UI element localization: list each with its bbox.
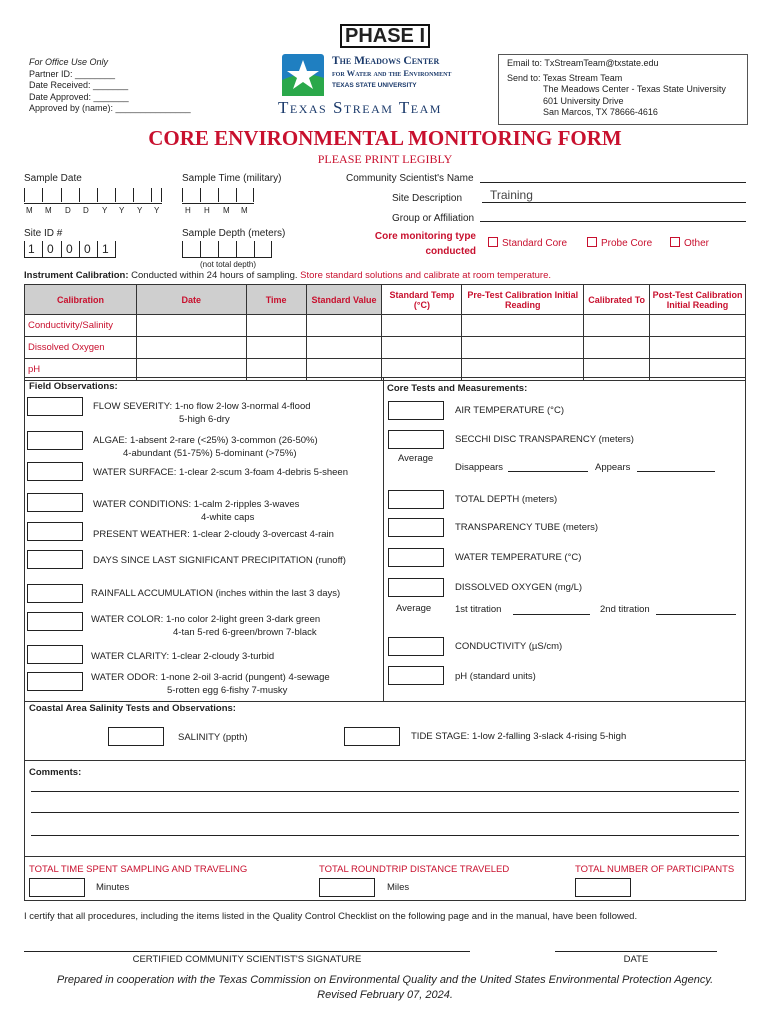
meadows-logo [278, 52, 472, 118]
ph-label: pH (standard units) [455, 671, 536, 682]
table-cell[interactable] [650, 315, 746, 337]
water-conditions-label: WATER CONDITIONS: 1-calm 2-ripples 3-waves 4-white caps [93, 499, 300, 523]
site-id-label: Site ID # [24, 228, 63, 239]
group-label: Group or Affiliation [392, 213, 475, 224]
sample-date-label: Sample Date [24, 173, 82, 184]
field-observations-title: Field Observations: [29, 381, 118, 392]
comments-label: Comments: [29, 767, 82, 778]
checkbox-icon[interactable] [670, 237, 680, 247]
table-cell[interactable] [136, 315, 246, 337]
table-cell[interactable] [382, 337, 462, 359]
form-subtitle: PLEASE PRINT LEGIBLY [317, 152, 453, 166]
air-temp-input[interactable] [388, 401, 444, 420]
water-surface-input[interactable] [27, 462, 83, 481]
first-titration-input[interactable] [513, 614, 590, 615]
checkbox-icon[interactable] [587, 237, 597, 247]
total-depth-input[interactable] [388, 490, 444, 509]
water-odor-label: WATER ODOR: 1-none 2-oil 3-acrid (pungent) 4-sewage 5-rotten egg 6-fishy 7-musky [91, 672, 330, 696]
transparency-tube-input[interactable] [388, 518, 444, 537]
tide-stage-label: TIDE STAGE: 1-low 2-falling 3-slack 4-rising 5-high [411, 731, 627, 742]
water-surface-label: WATER SURFACE: 1-clear 2-scum 3-foam 4-debris 5-sheen [93, 467, 348, 478]
conductivity-label: CONDUCTIVITY (µS/cm) [455, 641, 563, 652]
contact-send-to: Send to: Texas Stream Team [507, 72, 623, 83]
col-header: Date [136, 285, 246, 315]
do-average-label: Average [396, 603, 432, 614]
salinity-input[interactable] [108, 727, 164, 746]
table-cell[interactable] [584, 337, 650, 359]
air-temp-label: AIR TEMPERATURE (°C) [455, 405, 565, 416]
certify-statement: I certify that all procedures, including the items listed in the Quality Control Checklist on the following page and in the manual, have been followed. [24, 911, 638, 922]
row-label: Conductivity/Salinity [25, 315, 137, 337]
row-label: pH [25, 359, 137, 381]
table-cell[interactable] [584, 315, 650, 337]
second-titration-input[interactable] [656, 614, 736, 615]
water-color-label: WATER COLOR: 1-no color 2-light green 3-dark green 4-tan 5-red 6-green/brown 7-black [91, 614, 321, 638]
col-header: Time [246, 285, 306, 315]
site-description-input[interactable] [482, 202, 746, 203]
row-label: Dissolved Oxygen [25, 337, 137, 359]
transparency-tube-label: TRANSPARENCY TUBE (meters) [455, 522, 599, 533]
table-row [25, 337, 746, 359]
appears-label: Appears [595, 462, 631, 473]
core-type-label: Core monitoring type conducted [374, 231, 476, 257]
sample-time-label: Sample Time (military) [182, 173, 282, 184]
col-header: Standard Value [306, 285, 382, 315]
table-cell[interactable] [136, 337, 246, 359]
col-header: Calibrated To [584, 285, 650, 315]
partner-id: Partner ID: ________ [29, 68, 116, 79]
site-id-digit: 0 [47, 242, 54, 256]
flow-severity-label: FLOW SEVERITY: 1-no flow 2-low 3-normal 4-flood 5-high 6-dry [93, 401, 311, 425]
site-id-digit: 0 [84, 242, 91, 256]
table-cell[interactable] [306, 337, 382, 359]
site-id-digit: 1 [102, 242, 109, 256]
water-temp-input[interactable] [388, 548, 444, 567]
star-logo-icon [282, 54, 324, 96]
total-depth-label: TOTAL DEPTH (meters) [455, 494, 558, 505]
comment-line[interactable] [31, 791, 739, 792]
tide-stage-input[interactable] [344, 727, 400, 746]
date-approved: Date Approved: _______ [29, 91, 129, 102]
comments-section [24, 761, 746, 857]
site-id-digit: 0 [66, 242, 73, 256]
minutes-label: Minutes [96, 882, 130, 893]
secchi-average-label: Average [398, 453, 434, 464]
logo-line2: for Water and the Environment [332, 68, 452, 78]
ph-input[interactable] [388, 666, 444, 685]
table-cell[interactable] [462, 315, 584, 337]
approved-by: Approved by (name): _______________ [29, 103, 191, 113]
form-title: CORE ENVIRONMENTAL MONITORING FORM [148, 126, 622, 150]
total-time-label: TOTAL TIME SPENT SAMPLING AND TRAVELING [29, 864, 248, 875]
logo-line3: TEXAS STATE UNIVERSITY [332, 82, 417, 89]
table-cell[interactable] [246, 315, 306, 337]
calibration-table [24, 284, 746, 381]
col-header: Calibration [25, 285, 137, 315]
sample-depth-input[interactable] [182, 241, 272, 258]
flow-severity-input[interactable] [27, 397, 83, 416]
site-description-value: Training [490, 188, 533, 202]
total-time-input[interactable] [29, 878, 85, 897]
table-cell[interactable] [306, 315, 382, 337]
scientist-name-label: Community Scientist's Name [346, 173, 474, 184]
comment-line[interactable] [31, 812, 739, 813]
office-use-title: For Office Use Only [29, 57, 109, 67]
core-tests-title: Core Tests and Measurements: [387, 383, 528, 394]
date-label: DATE [623, 954, 649, 965]
water-odor-input[interactable] [27, 672, 83, 691]
appears-input[interactable] [637, 471, 715, 472]
logo-team: Texas Stream Team [278, 98, 442, 117]
water-conditions-input[interactable] [27, 493, 83, 512]
water-temp-label: WATER TEMPERATURE (°C) [455, 552, 582, 563]
contact-box [498, 54, 748, 125]
miles-label: Miles [387, 882, 410, 893]
not-total-depth-note: (not total depth) [200, 260, 257, 269]
table-cell[interactable] [462, 337, 584, 359]
disappears-label: Disappears [455, 462, 504, 473]
contact-email: Email to: TxStreamTeam@txstate.edu [507, 58, 659, 68]
rainfall-label: RAINFALL ACCUMULATION (inches within the last 3 days) [91, 588, 341, 599]
option-other[interactable]: Other [670, 237, 709, 249]
table-cell[interactable] [382, 315, 462, 337]
dissolved-oxygen-label: DISSOLVED OXYGEN (mg/L) [455, 582, 583, 593]
signature-label: CERTIFIED COMMUNITY SCIENTIST'S SIGNATURE [132, 954, 362, 965]
present-weather-input[interactable] [27, 522, 83, 541]
footer-revised: Revised February 07, 2024. [317, 989, 453, 1001]
coastal-title: Coastal Area Salinity Tests and Observations: [29, 703, 236, 714]
first-titration-label: 1st titration [455, 604, 502, 615]
site-description-label: Site Description [392, 193, 463, 204]
logo-line1: The Meadows Center [332, 55, 440, 67]
total-participants-input[interactable] [575, 878, 631, 897]
disappears-input[interactable] [508, 471, 588, 472]
conductivity-input[interactable] [388, 637, 444, 656]
sample-depth-label: Sample Depth (meters) [182, 228, 286, 239]
date-received: Date Received: _______ [29, 80, 129, 90]
contact-addr1: The Meadows Center - Texas State University [543, 84, 726, 94]
comment-line[interactable] [31, 835, 739, 836]
group-input[interactable] [480, 221, 746, 222]
algae-label: ALGAE: 1-absent 2-rare (<25%) 3-common (26-50%) 4-abundant (51-75%) 5-dominant (>75%) [93, 435, 318, 459]
dissolved-oxygen-input[interactable] [388, 578, 444, 597]
office-use-block [29, 57, 191, 115]
days-since-precip-label: DAYS SINCE LAST SIGNIFICANT PRECIPITATION (runoff) [93, 555, 346, 566]
total-distance-label: TOTAL ROUNDTRIP DISTANCE TRAVELED [319, 864, 510, 875]
sample-time-input[interactable] [182, 188, 254, 204]
water-clarity-input[interactable] [27, 645, 83, 664]
option-probe-core[interactable]: Probe Core [587, 237, 652, 249]
checkbox-icon[interactable] [488, 237, 498, 247]
table-cell[interactable] [246, 337, 306, 359]
observations-divider [383, 377, 384, 702]
option-standard-core[interactable]: Standard Core [488, 237, 567, 249]
table-header-row [25, 285, 746, 315]
second-titration-label: 2nd titration [600, 604, 650, 615]
footer-credit: Prepared in cooperation with the Texas Commission on Environmental Quality and the United States Environmental Protection Agency. [56, 974, 714, 986]
algae-input[interactable] [27, 431, 83, 450]
scientist-name-input[interactable] [480, 182, 746, 183]
table-row [25, 315, 746, 337]
signature-input[interactable] [24, 951, 470, 952]
salinity-label: SALINITY (ppth) [178, 732, 248, 743]
col-header: Standard Temp (°C) [382, 285, 462, 315]
rainfall-input[interactable] [27, 584, 83, 603]
secchi-input[interactable] [388, 430, 444, 449]
date-input[interactable] [555, 951, 717, 952]
total-distance-input[interactable] [319, 878, 375, 897]
water-clarity-label: WATER CLARITY: 1-clear 2-cloudy 3-turbid [91, 651, 275, 662]
col-header: Post-Test Calibration Initial Reading [650, 285, 746, 315]
water-color-input[interactable] [27, 612, 83, 631]
total-participants-label: TOTAL NUMBER OF PARTICIPANTS [575, 864, 735, 875]
contact-addr3: San Marcos, TX 78666-4616 [543, 107, 658, 117]
calibration-intro: Instrument Calibration: Conducted within 24 hours of sampling. Store standard solutions and calibrate at room temperature. [24, 270, 551, 281]
table-cell[interactable] [650, 337, 746, 359]
days-since-precip-input[interactable] [27, 550, 83, 569]
secchi-label: SECCHI DISC TRANSPARENCY (meters) [455, 434, 634, 445]
sample-date-input[interactable] [24, 188, 162, 204]
contact-addr2: 601 University Drive [543, 95, 624, 106]
site-id-digit: 1 [28, 242, 35, 256]
site-id-input[interactable] [24, 241, 116, 258]
present-weather-label: PRESENT WEATHER: 1-clear 2-cloudy 3-overcast 4-rain [93, 529, 334, 540]
col-header: Pre-Test Calibration Initial Reading [462, 285, 584, 315]
phase-label: PHASE I [340, 24, 430, 48]
